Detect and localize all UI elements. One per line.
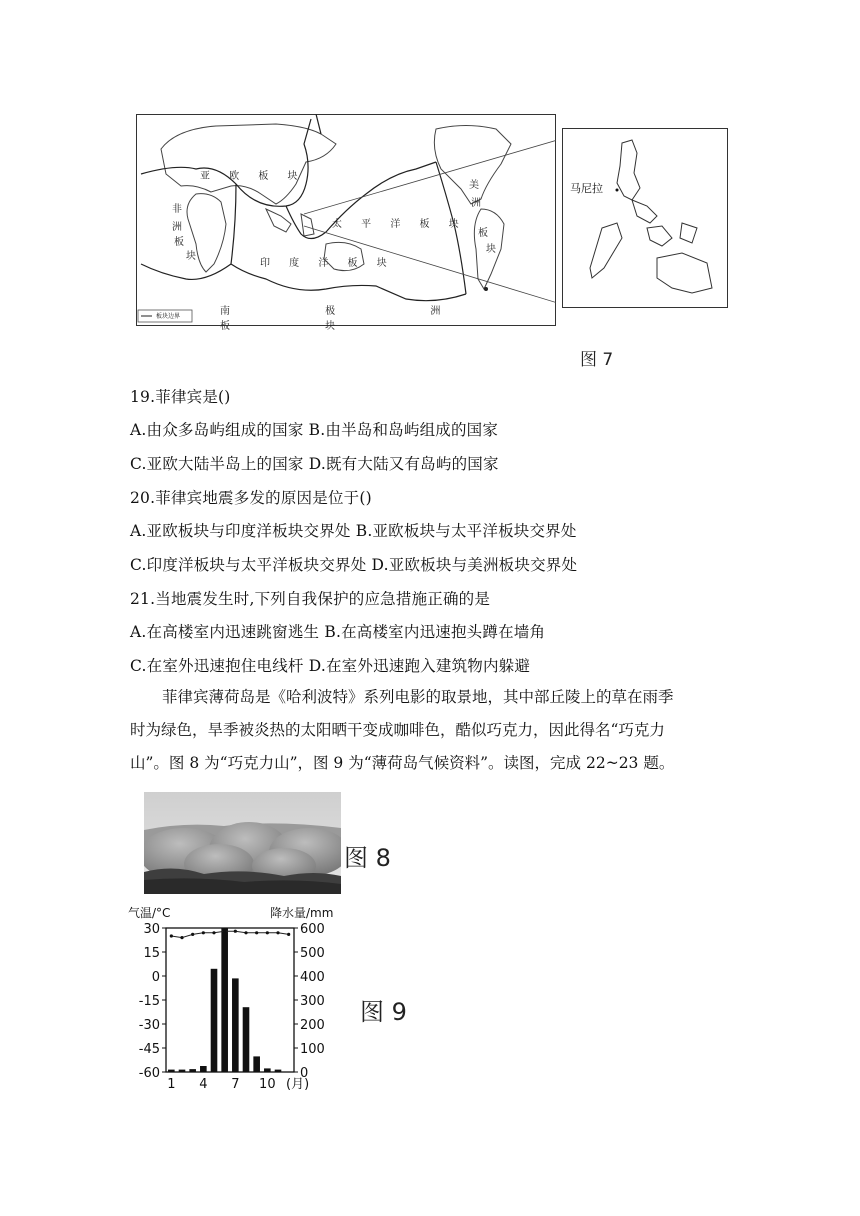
passage-line-1: 菲律宾薄荷岛是《哈利波特》系列电影的取景地，其中部丘陵上的草在雨季	[162, 688, 674, 706]
precip-tick-label: 400	[300, 970, 325, 985]
q21-stem: 21.当地震发生时,下列自我保护的应急措施正确的是	[130, 590, 491, 608]
label-africa-4: 块	[186, 251, 204, 262]
label-america-3: 板	[478, 228, 496, 239]
climate-chart-svg	[128, 904, 368, 1090]
temperature-line	[171, 931, 288, 937]
temperature-point-month-11	[276, 931, 279, 934]
label-africa-2: 洲	[172, 222, 190, 233]
label-pacific-plate: 太 平 洋 板 块	[332, 219, 467, 230]
temp-tick-label: 0	[151, 970, 160, 985]
temperature-point-month-5	[212, 931, 215, 934]
temperature-point-month-9	[255, 931, 258, 934]
precip-bar-month-8	[243, 1007, 250, 1072]
passage-line-3: 山”。图 8 为“巧克力山”，图 9 为“薄荷岛气候资料”。读图，完成 22~23 题。	[130, 754, 675, 772]
precip-bar-month-11	[275, 1070, 282, 1072]
precip-tick-label: 0	[300, 1066, 309, 1081]
q19-options-row-2: C.亚欧大陆半岛上的国家 D.既有大陆又有岛屿的国家	[130, 455, 499, 473]
temperature-point-month-6	[223, 930, 226, 933]
temperature-point-month-2	[180, 936, 183, 939]
precip-bar-month-6	[221, 928, 228, 1072]
temperature-point-month-7	[234, 930, 237, 933]
passage-line-2: 时为绿色，旱季被炎热的太阳晒干变成咖啡色，酷似巧克力，因此得名“巧克力	[130, 721, 665, 739]
precip-tick-label: 600	[300, 922, 325, 937]
plot-frame	[166, 928, 294, 1072]
temp-tick-label: -45	[138, 1042, 160, 1057]
temperature-point-month-12	[287, 933, 290, 936]
precip-bar-month-3	[189, 1069, 196, 1072]
temp-axis-label: 气温/°C	[128, 906, 171, 920]
passage	[130, 681, 730, 780]
temperature-point-month-3	[191, 933, 194, 936]
precip-tick-label: 300	[300, 994, 325, 1009]
precip-bar-month-5	[211, 969, 218, 1072]
precip-bar-month-10	[264, 1068, 271, 1072]
legend-label: 板块边界	[156, 313, 181, 320]
x-tick-label: 1	[167, 1077, 176, 1090]
label-america-4: 块	[486, 244, 504, 255]
temp-tick-label: 30	[143, 922, 160, 937]
label-antarctic-plate: 南 极 洲 板 块	[220, 306, 487, 332]
temperature-point-month-8	[244, 931, 247, 934]
temperature-point-month-4	[202, 931, 205, 934]
chocolate-hills-photo	[144, 792, 341, 894]
temp-tick-label: 15	[143, 946, 160, 961]
precip-tick-label: 100	[300, 1042, 325, 1057]
figure9-climate-chart	[128, 904, 368, 1090]
label-africa-1: 非	[172, 204, 190, 215]
precip-bar-month-1	[168, 1070, 175, 1072]
q20-options-row-1: A.亚欧板块与印度洋板块交界处 B.亚欧板块与太平洋板块交界处	[130, 522, 577, 540]
temperature-point-month-10	[266, 931, 269, 934]
temperature-point-month-1	[170, 934, 173, 937]
figure8-label: 图 8	[344, 844, 391, 872]
figure7-inset-philippines	[562, 128, 728, 308]
label-manila: 马尼拉	[570, 182, 603, 195]
x-tick-label: 4	[199, 1077, 208, 1090]
label-america-2: 洲	[471, 198, 489, 209]
precip-axis-label: 降水量/mm	[270, 906, 334, 920]
q19-stem: 19.菲律宾是()	[130, 388, 231, 406]
precip-bar-month-7	[232, 978, 239, 1072]
precip-bar-month-4	[200, 1066, 207, 1072]
x-tick-label: 7	[231, 1077, 240, 1090]
precip-bar-month-2	[179, 1070, 186, 1072]
precip-bar-month-9	[253, 1056, 260, 1072]
figure7-label: 图 7	[580, 350, 614, 370]
label-africa-3: 板	[174, 237, 192, 248]
q20-options-row-2: C.印度洋板块与太平洋板块交界处 D.亚欧板块与美洲板块交界处	[130, 556, 578, 574]
figure8-photo	[144, 792, 341, 894]
q19-options-row-1: A.由众多岛屿组成的国家 B.由半岛和岛屿组成的国家	[130, 421, 499, 439]
q21-options-row-1: A.在高楼室内迅速跳窗逃生 B.在高楼室内迅速抱头蹲在墙角	[130, 623, 546, 641]
figure9-label: 图 9	[360, 998, 407, 1026]
temp-tick-label: -30	[138, 1018, 160, 1033]
figure7-map	[136, 114, 556, 332]
label-america-1: 美	[469, 180, 487, 191]
temp-tick-label: -15	[138, 994, 160, 1009]
x-tick-label: 10	[259, 1077, 276, 1090]
precip-tick-label: 200	[300, 1018, 325, 1033]
label-eurasia-plate: 亚 欧 板 块	[200, 171, 306, 182]
q21-options-row-2: C.在室外迅速抱住电线杆 D.在室外迅速跑入建筑物内躲避	[130, 657, 531, 675]
precip-tick-label: 500	[300, 946, 325, 961]
x-unit-label: (月)	[286, 1077, 310, 1090]
temp-tick-label: -60	[138, 1066, 160, 1081]
philippines-inset-svg	[562, 128, 728, 308]
label-indian-plate: 印 度 洋 板 块	[260, 258, 395, 269]
q20-stem: 20.菲律宾地震多发的原因是位于()	[130, 489, 372, 507]
